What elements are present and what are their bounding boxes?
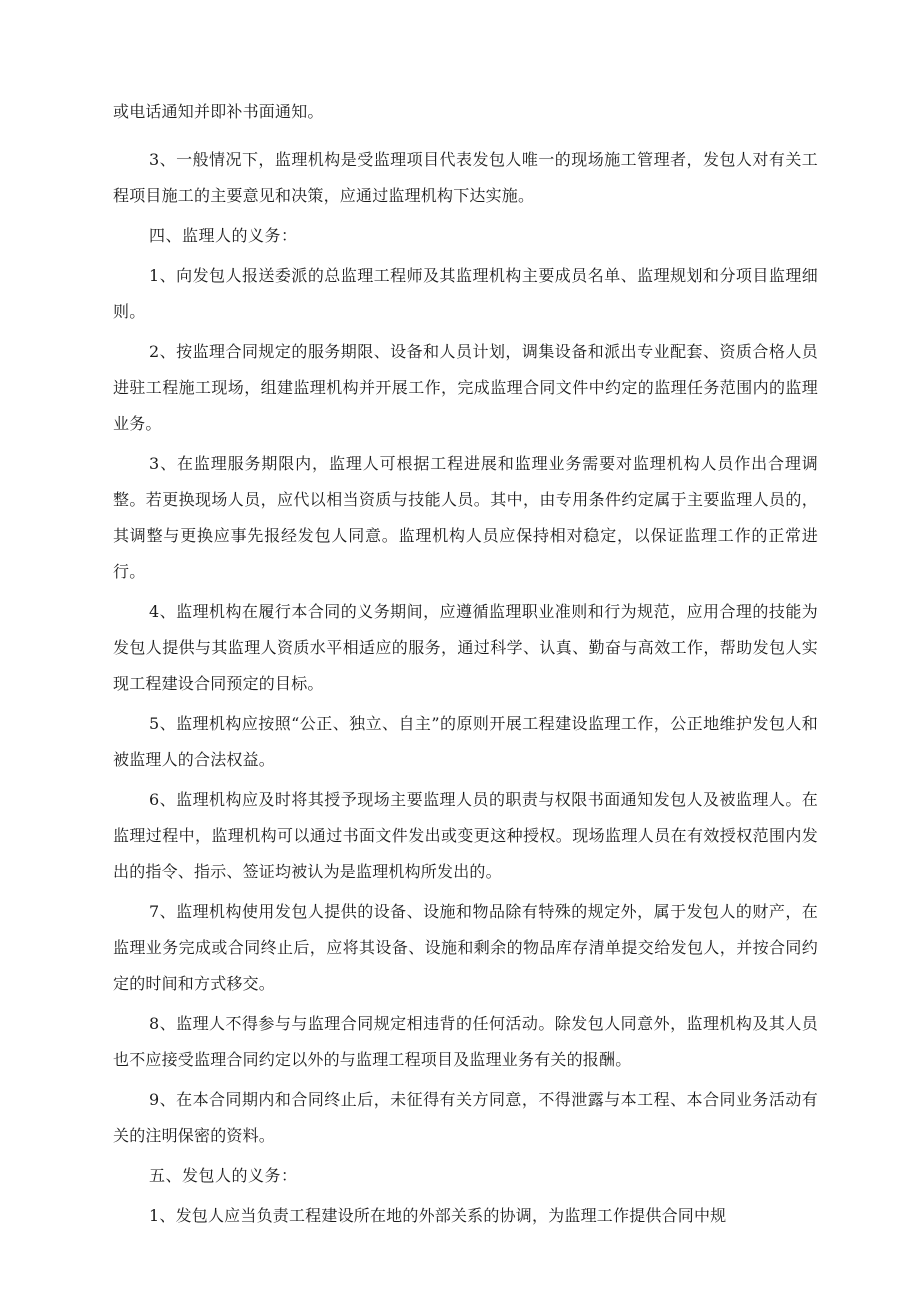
document-body [113,94,818,1234]
section5-item-1: 1、发包人应当负责工程建设所在地的外部关系的协调，为监理工作提供合同中规 [149,1206,727,1225]
section4-item-7: 7、监理机构使用发包人提供的设备、设施和物品除有特殊的规定外，属于发包人的财产，在监理业务完成或合同终止后，应将其设备、设施和剩余的物品库存清单提交给发包人，并按合同约定的时间和方式移交。 [113,902,818,993]
section4-item-1: 1、向发包人报送委派的总监理工程师及其监理机构主要成员名单、监理规划和分项目监理细则。 [113,266,818,321]
section4-item-3: 3、在监理服务期限内，监理人可根据工程进展和监理业务需要对监理机构人员作出合理调整。若更换现场人员，应代以相当资质与技能人员。其中，由专用条件约定属于主要监理人员的，其调整与更换应事先报经发包人同意。监理机构人员应保持相对稳定，以保证监理工作的正常进行。 [113,454,818,581]
section4-item-4: 4、监理机构在履行本合同的义务期间，应遵循监理职业准则和行为规范，应用合理的技能为发包人提供与其监理人资质水平相适应的服务，通过科学、认真、勤奋与高效工作，帮助发包人实现工程建设合同预定的目标。 [113,602,818,693]
section4-item-2: 2、按监理合同规定的服务期限、设备和人员计划，调集设备和派出专业配套、资质合格人员进驻工程施工现场，组建监理机构并开展工作，完成监理合同文件中约定的监理任务范围内的监理业务。 [113,342,818,433]
section4-item-5: 5、监理机构应按照“公正、独立、自主”的原则开展工程建设监理工作，公正地维护发包人和被监理人的合法权益。 [113,714,818,769]
section4-item-9: 9、在本合同期内和合同终止后，未征得有关方同意，不得泄露与本工程、本合同业务活动有关的注明保密的资料。 [113,1090,818,1145]
paragraph-item-3: 3、一般情况下，监理机构是受监理项目代表发包人唯一的现场施工管理者，发包人对有关工程项目施工的主要意见和决策，应通过监理机构下达实施。 [113,150,818,205]
paragraph-continuation: 或电话通知并即补书面通知。 [113,102,324,121]
section4-item-6: 6、监理机构应及时将其授予现场主要监理人员的职责与权限书面通知发包人及被监理人。在监理过程中，监理机构可以通过书面文件发出或变更这种授权。现场监理人员在有效授权范围内发出的指令、指示、签证均被认为是监理机构所发出的。 [113,790,818,881]
section4-item-8: 8、监理人不得参与与监理合同规定相违背的任何活动。除发包人同意外，监理机构及其人员也不应接受监理合同约定以外的与监理工程项目及监理业务有关的报酬。 [113,1014,818,1069]
section-heading-employer-obligations: 五、发包人的义务： [149,1166,298,1185]
section-heading-supervisor-obligations: 四、监理人的义务： [149,226,298,245]
